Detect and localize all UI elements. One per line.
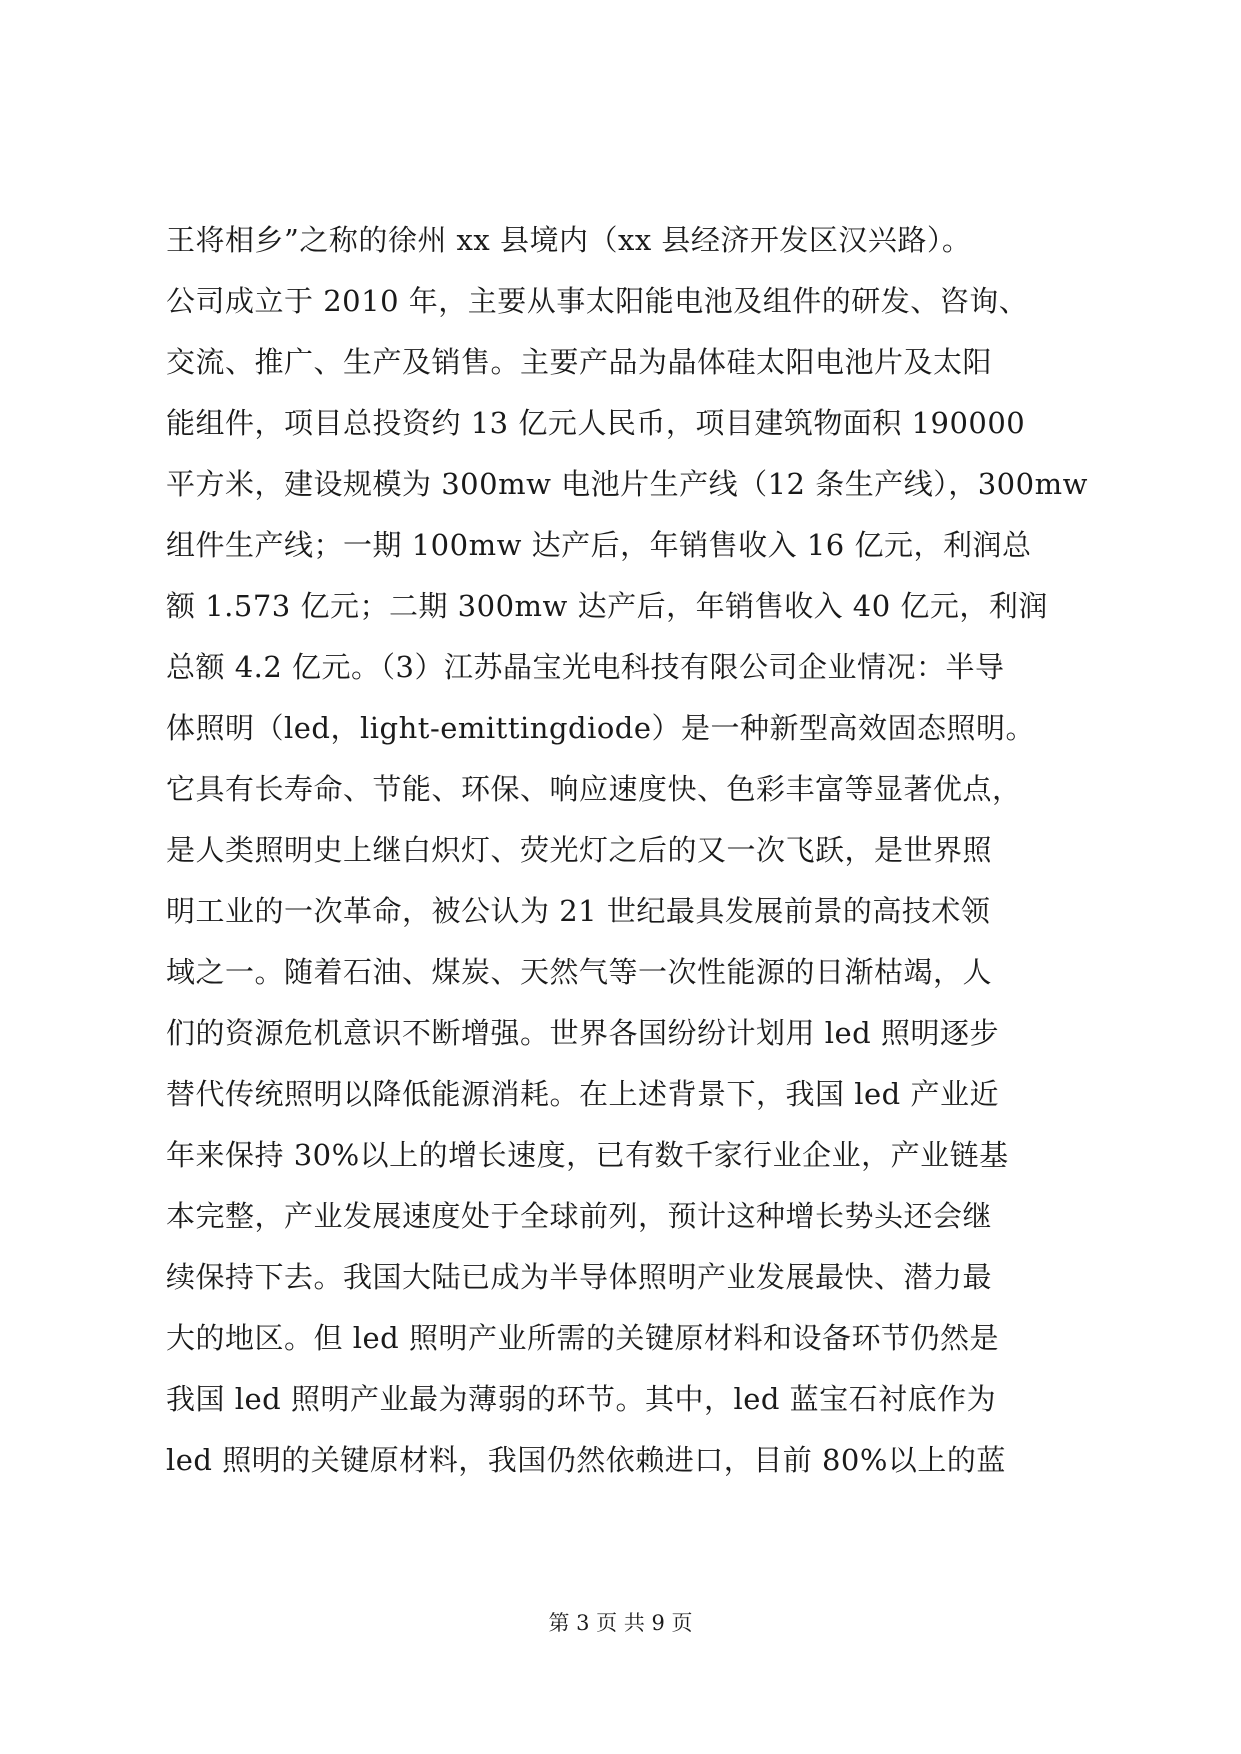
text-line: 域之一。随着石油、煤炭、天然气等一次性能源的日渐枯竭，人 <box>166 955 993 989</box>
text-line: 我国 led 照明产业最为薄弱的环节。其中，led 蓝宝石衬底作为 <box>166 1382 997 1416</box>
text-line: 续保持下去。我国大陆已成为半导体照明产业发展最快、潜力最 <box>166 1260 993 1294</box>
text-line: 是人类照明史上继白炽灯、荧光灯之后的又一次飞跃，是世界照 <box>166 833 993 867</box>
text-line: 王将相乡”之称的徐州 xx 县境内（xx 县经济开发区汉兴路）。 <box>166 223 972 257</box>
text-line: 交流、推广、生产及销售。主要产品为晶体硅太阳电池片及太阳 <box>166 345 993 379</box>
text-line: 公司成立于 2010 年，主要从事太阳能电池及组件的研发、咨询、 <box>166 284 1029 318</box>
text-line: 替代传统照明以降低能源消耗。在上述背景下，我国 led 产业近 <box>166 1077 999 1111</box>
text-line: led 照明的关键原材料，我国仍然依赖进口，目前 80%以上的蓝 <box>166 1443 1006 1477</box>
text-line: 大的地区。但 led 照明产业所需的关键原材料和设备环节仍然是 <box>166 1321 999 1355</box>
text-line: 总额 4.2 亿元。（3）江苏晶宝光电科技有限公司企业情况：半导 <box>166 650 1005 684</box>
text-line: 明工业的一次革命，被公认为 21 世纪最具发展前景的高技术领 <box>166 894 991 928</box>
text-line: 额 1.573 亿元；二期 300mw 达产后，年销售收入 40 亿元，利润 <box>166 589 1048 623</box>
text-line: 们的资源危机意识不断增强。世界各国纷纷计划用 led 照明逐步 <box>166 1016 999 1050</box>
text-line: 年来保持 30%以上的增长速度，已有数千家行业企业，产业链基 <box>166 1138 1009 1172</box>
text-line: 组件生产线；一期 100mw 达产后，年销售收入 16 亿元，利润总 <box>166 528 1032 562</box>
text-line: 能组件，项目总投资约 13 亿元人民币，项目建筑物面积 190000 <box>166 406 1026 440</box>
text-line: 它具有长寿命、节能、环保、响应速度快、色彩丰富等显著优点， <box>166 772 1022 806</box>
text-line: 本完整，产业发展速度处于全球前列，预计这种增长势头还会继 <box>166 1199 993 1233</box>
body-text <box>166 210 1088 1491</box>
page-number-footer: 第 3 页 共 9 页 <box>548 1611 693 1635</box>
text-line: 平方米，建设规模为 300mw 电池片生产线（12 条生产线），300mw <box>166 467 1088 501</box>
text-line: 体照明（led，light-emittingdiode）是一种新型高效固态照明。 <box>166 711 1036 745</box>
